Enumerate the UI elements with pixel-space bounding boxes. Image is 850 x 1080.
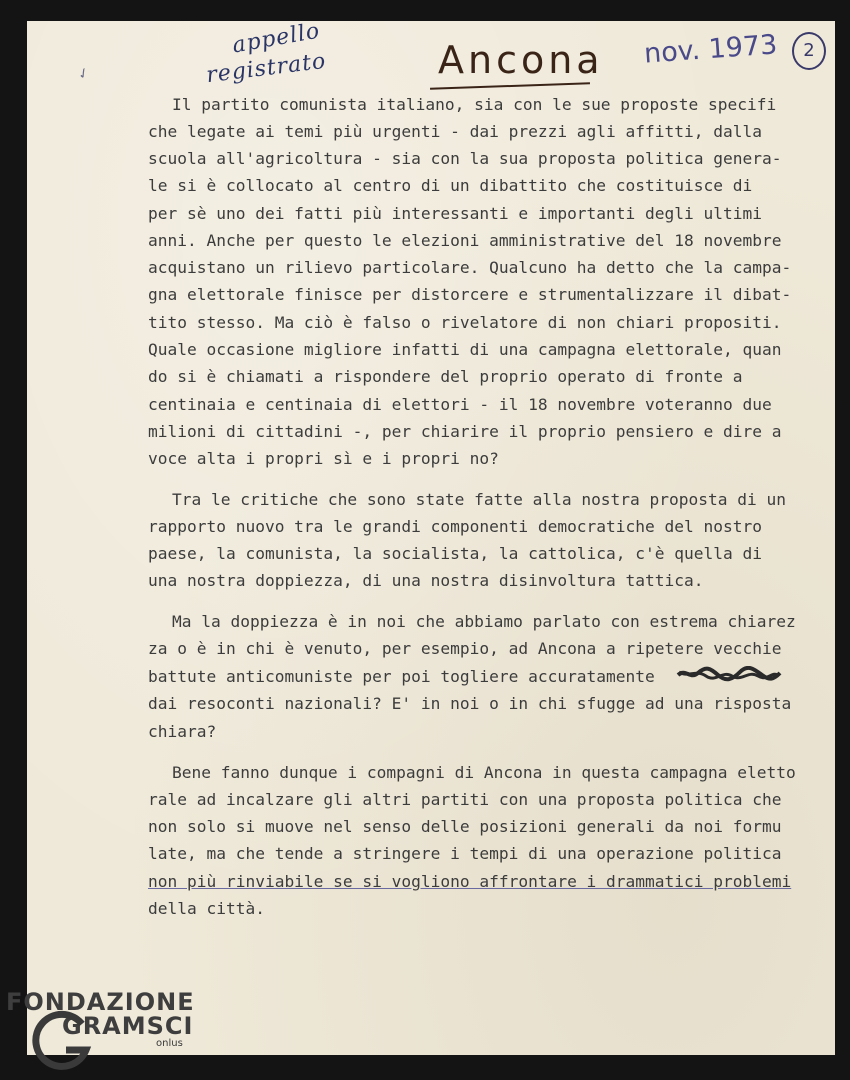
handwritten-note-registrato: registrato xyxy=(204,48,328,89)
text-line: acquistano un rilievo particolare. Qualcuno ha detto che la campa- xyxy=(148,258,792,277)
handwritten-title: Ancona xyxy=(438,38,604,82)
text-line: dai resoconti nazionali? E' in noi o in chi sfugge ad una risposta xyxy=(148,694,792,713)
text-line: battute anticomuniste per poi togliere accuratamente xyxy=(148,667,655,686)
tick-mark: ✓ xyxy=(74,64,93,84)
text-line: una nostra doppiezza, di una nostra disinvoltura tattica. xyxy=(148,571,704,590)
watermark-line2: GRAMSCI xyxy=(62,1012,194,1040)
handwritten-date: nov. 1973 xyxy=(643,29,779,70)
text-line: della città. xyxy=(148,899,265,918)
text-line: rapporto nuovo tra le grandi componenti democratiche del nostro xyxy=(148,517,762,536)
text-line: rale ad incalzare gli altri partiti con una proposta politica che xyxy=(148,790,782,809)
handwritten-note-appello: appello xyxy=(230,18,323,59)
text-line: centinaia e centinaia di elettori - il 18 novembre voteranno due xyxy=(148,395,772,414)
gramsci-logo-icon xyxy=(32,1010,94,1072)
text-line: Ma la doppiezza è in noi che abbiamo parlato con estrema chiarez xyxy=(172,612,796,631)
text-line: do si è chiamati a rispondere del proprio operato di fronte a xyxy=(148,367,743,386)
watermark-line1: FONDAZIONE xyxy=(6,988,195,1016)
text-line: anni. Anche per questo le elezioni amministrative del 18 novembre xyxy=(148,231,782,250)
text-line: tito stesso. Ma ciò è falso o rivelatore di non chiari propositi. xyxy=(148,313,782,332)
page-number-circled: 2 xyxy=(792,32,826,70)
text-line: le si è collocato al centro di un dibattito che costituisce di xyxy=(148,176,753,195)
crossed-out-word-scribble xyxy=(676,666,782,682)
text-line: non solo si muove nel senso delle posizioni generali da noi formu xyxy=(148,817,782,836)
watermark-line3: onlus xyxy=(156,1038,183,1049)
text-line: milioni di cittadini -, per chiarire il proprio pensiero e dire a xyxy=(148,422,782,441)
text-line: che legate ai temi più urgenti - dai prezzi agli affitti, dalla xyxy=(148,122,762,141)
text-line: scuola all'agricoltura - sia con la sua proposta politica genera- xyxy=(148,149,782,168)
text-line: late, ma che tende a stringere i tempi di una operazione politica xyxy=(148,844,782,863)
text-line: per sè uno dei fatti più interessanti e importanti degli ultimi xyxy=(148,204,762,223)
text-line-underlined: non più rinviabile se si vogliono affrontare i drammatici problemi xyxy=(148,872,792,891)
text-line: gna elettorale finisce per distorcere e strumentalizzare il dibat- xyxy=(148,285,792,304)
text-line: Quale occasione migliore infatti di una campagna elettorale, quan xyxy=(148,340,782,359)
text-line: Tra le critiche che sono state fatte alla nostra proposta di un xyxy=(172,490,786,509)
text-line: za o è in chi è venuto, per esempio, ad Ancona a ripetere vecchie xyxy=(148,639,782,658)
text-line: Bene fanno dunque i compagni di Ancona in questa campagna eletto xyxy=(172,763,796,782)
text-line: Il partito comunista italiano, sia con le sue proposte specifi xyxy=(172,95,777,114)
text-line: paese, la comunista, la socialista, la cattolica, c'è quella di xyxy=(148,544,762,563)
text-line: chiara? xyxy=(148,722,217,741)
text-line: voce alta i propri sì e i propri no? xyxy=(148,449,499,468)
